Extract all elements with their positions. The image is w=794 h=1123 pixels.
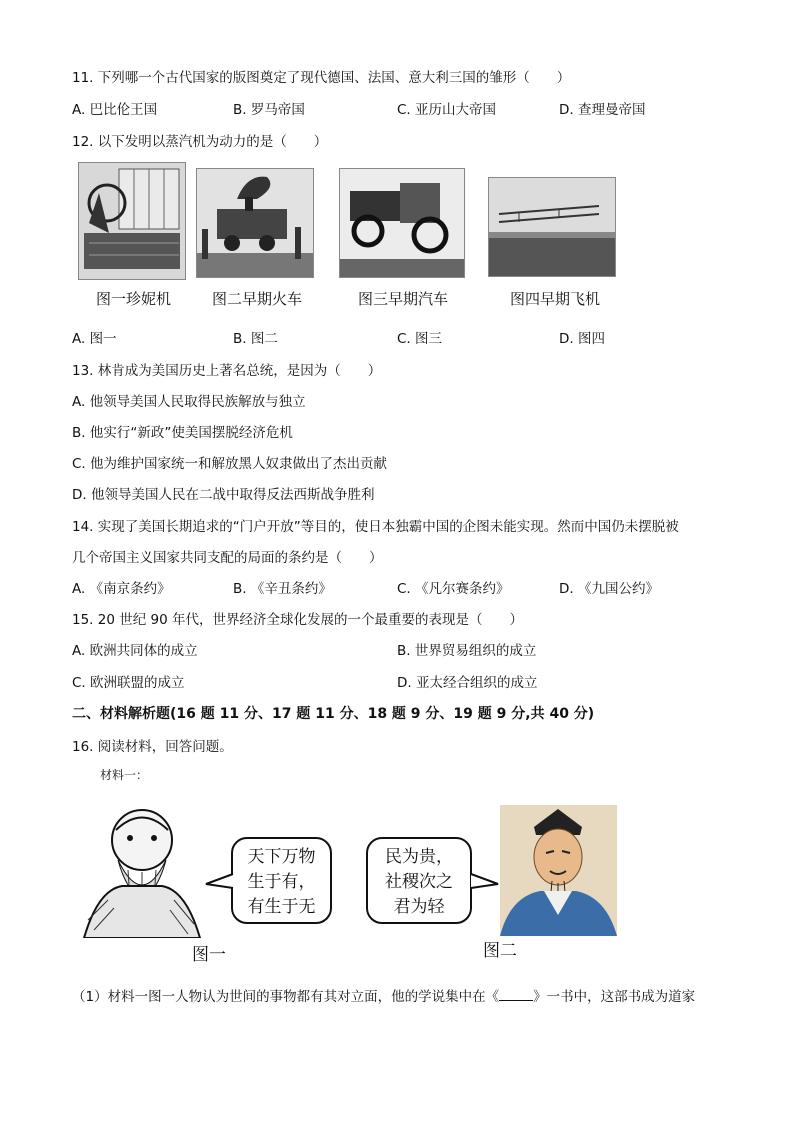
speech-bubble-2: [366, 837, 472, 924]
mencius-portrait: [500, 805, 617, 936]
q14-option-b: B. 《辛丑条约》: [233, 581, 332, 597]
caption-fig3: 图三早期汽车: [358, 290, 449, 308]
q13-option-c: C. 他为维护国家统一和解放黑人奴隶做出了杰出贡献: [72, 456, 388, 472]
bubble2-line1: 民为贵，: [385, 847, 453, 867]
q13-option-a: A. 他领导美国人民取得民族解放与独立: [72, 394, 306, 410]
q13-option-d: D. 他领导美国人民在二战中取得反法西斯战争胜利: [72, 487, 375, 503]
q11-stem: 11. 下列哪一个古代国家的版图奠定了现代德国、法国、意大利三国的雏形（ ）: [72, 70, 571, 86]
early-airplane-image: [488, 177, 616, 277]
q12-stem: 12. 以下发明以蒸汽机为动力的是（ ）: [72, 134, 328, 150]
q15-option-a: A. 欧洲共同体的成立: [72, 643, 198, 659]
bubble1-tail: [204, 872, 234, 892]
fig1-label: 图一: [192, 945, 226, 965]
q14-option-a: A. 《南京条约》: [72, 581, 171, 597]
q16-sub1: [72, 985, 695, 1005]
material-label: 材料一：: [100, 768, 149, 782]
q11-option-a: A. 巴比伦王国: [72, 102, 158, 118]
early-car-image: [339, 168, 465, 278]
q12-option-d: D. 图四: [559, 331, 605, 347]
fig2-label: 图二: [483, 941, 517, 961]
answer-blank[interactable]: [499, 988, 533, 1001]
q14-option-d: D. 《九国公约》: [559, 581, 659, 597]
bubble2-tail: [470, 872, 500, 892]
bubble1-line2: 生于有，: [247, 872, 316, 892]
q16-stem: 16. 阅读材料，回答问题。: [72, 739, 233, 755]
q11-option-c: C. 亚历山大帝国: [397, 102, 497, 118]
q12-option-c: C. 图三: [397, 331, 443, 347]
bubble1-line3: 有生于无: [247, 897, 316, 917]
q15-stem: 15. 20 世纪 90 年代，世界经济全球化发展的一个最重要的表现是（ ）: [72, 612, 523, 628]
caption-fig2: 图二早期火车: [212, 290, 303, 308]
q13-option-b: B. 他实行“新政”使美国摆脱经济危机: [72, 425, 293, 441]
q14-stem-line2: 几个帝国主义国家共同支配的局面的条约是（ ）: [72, 550, 383, 566]
early-train-image: [196, 168, 314, 278]
bubble1-line1: 天下万物: [247, 847, 316, 867]
section-title: 二、材料解析题(16 题 11 分、17 题 11 分、18 题 9 分、19 题 9 分,共 40 分): [72, 706, 595, 722]
q15-option-d: D. 亚太经合组织的成立: [397, 675, 538, 691]
q13-stem: 13. 林肯成为美国历史上著名总统，是因为（ ）: [72, 363, 382, 379]
caption-fig1: 图一珍妮机: [96, 290, 172, 308]
q14-stem-line1: 14. 实现了美国长期追求的“门户开放”等目的，使日本独霸中国的企图未能实现。然而中国仍未摆脱被: [72, 519, 679, 535]
q11-option-b: B. 罗马帝国: [233, 102, 305, 118]
q16-sub1-before: （1）材料一图一人物认为世间的事物都有其对立面，他的学说集中在《: [72, 989, 500, 1005]
caption-fig4: 图四早期飞机: [510, 290, 601, 308]
q15-option-c: C. 欧洲联盟的成立: [72, 675, 185, 691]
laozi-portrait: [78, 800, 206, 938]
q11-option-d: D. 查理曼帝国: [559, 102, 646, 118]
q16-sub1-after: 》一书中，这部书成为道家: [533, 989, 696, 1005]
q14-option-c: C. 《凡尔赛条约》: [397, 581, 510, 597]
q15-option-b: B. 世界贸易组织的成立: [397, 643, 537, 659]
bubble2-line2: 社稷次之: [385, 872, 453, 892]
q12-option-a: A. 图一: [72, 331, 117, 347]
spinning-jenny-image: [78, 162, 186, 280]
q12-option-b: B. 图二: [233, 331, 278, 347]
bubble2-line3: 君为轻: [393, 897, 445, 917]
speech-bubble-1: [231, 837, 332, 924]
